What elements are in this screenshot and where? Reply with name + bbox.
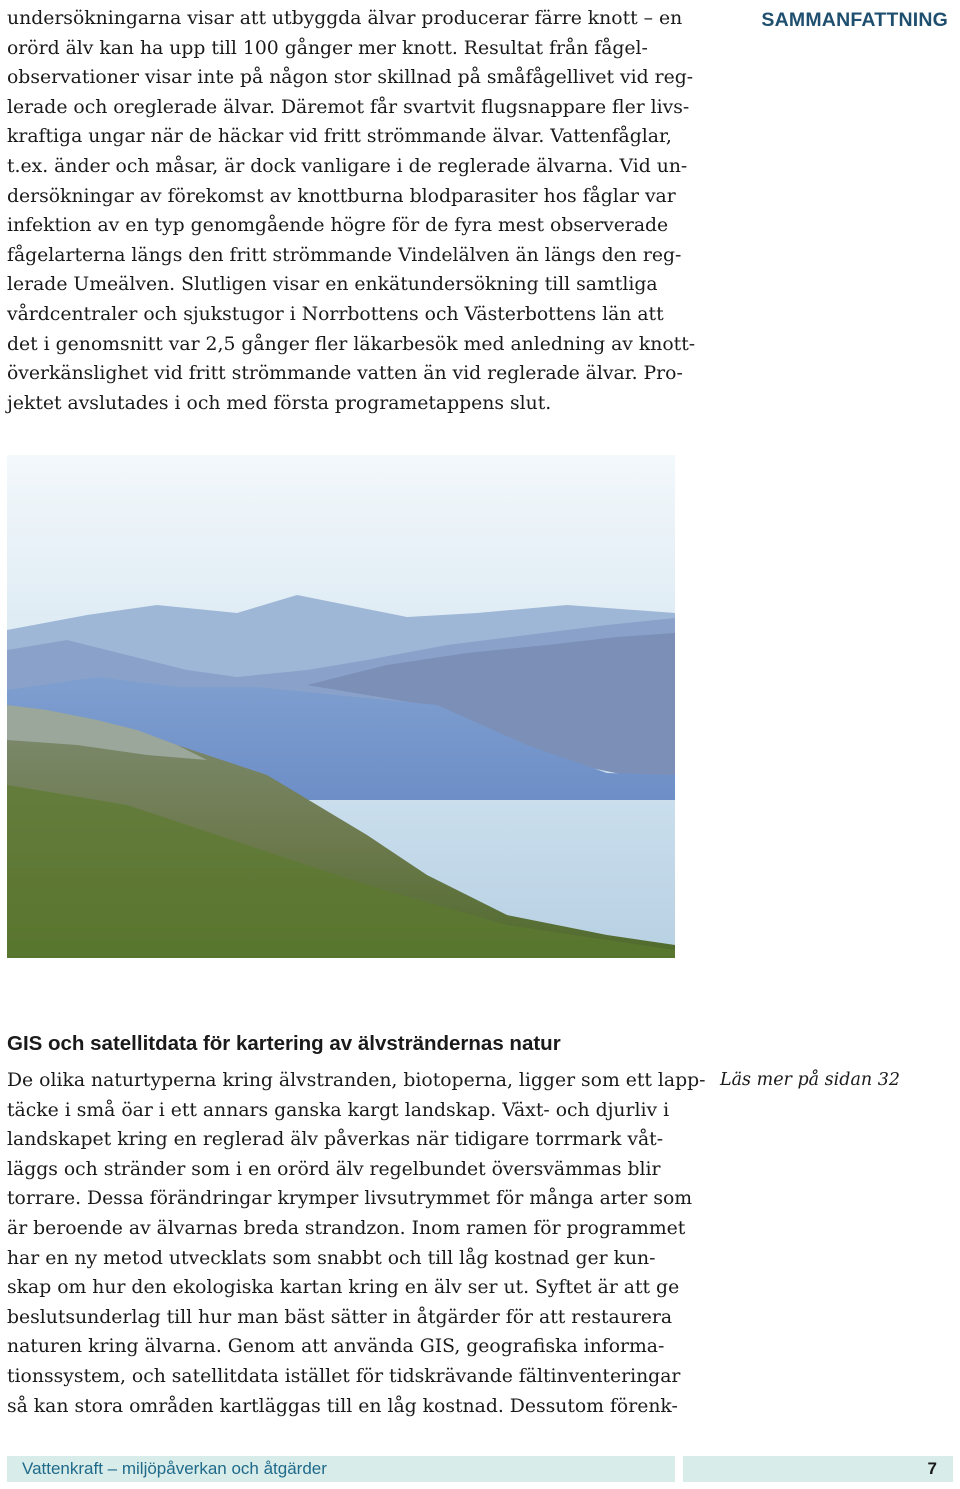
page-footer	[7, 1456, 953, 1482]
page-number: 7	[927, 1459, 937, 1478]
text-line: är beroende av älvarnas breda strandzon. Inom ramen för programmet	[7, 1217, 686, 1239]
text-line: tionssystem, och satellitdata istället för tidskrävande fältinventeringar	[7, 1365, 681, 1387]
body-paragraph-gis	[7, 1066, 706, 1421]
body-paragraph-top	[7, 4, 696, 418]
footer-divider	[675, 1456, 683, 1482]
text-line: torrare. Dessa förändringar krymper livsutrymmet för många arter som	[7, 1188, 693, 1210]
text-line: lerade och oreglerade älvar. Däremot får svartvit flugsnappare fler livs-	[7, 96, 690, 118]
text-line: har en ny metod utvecklats som snabbt och till låg kostnad ger kun-	[7, 1247, 656, 1269]
side-note-read-more: Läs mer på sidan 32	[720, 1070, 900, 1090]
section-heading: GIS och satellitdata för kartering av älvsträndernas natur	[7, 1032, 561, 1055]
text-line: det i genomsnitt var 2,5 gånger fler läkarbesök med anledning av knott-	[7, 333, 696, 355]
text-line: läggs och stränder som i en orörd älv regelbundet översvämmas blir	[7, 1158, 661, 1180]
text-line: t.ex. änder och måsar, är dock vanligare i de reglerade älvarna. Vid un-	[7, 155, 688, 177]
footer-title: Vattenkraft – miljöpåverkan och åtgärder	[22, 1459, 327, 1478]
text-line: skap om hur den ekologiska kartan kring en älv ser ut. Syftet är att ge	[7, 1277, 680, 1299]
text-line: kraftiga ungar när de häckar vid fritt strömmande älvar. Vattenfåglar,	[7, 126, 672, 148]
text-line: fågelarterna längs den fritt strömmande Vindelälven än längs den reg-	[7, 244, 682, 266]
text-line: undersökningarna visar att utbyggda älvar producerar färre knott – en	[7, 8, 683, 29]
text-line: naturen kring älvarna. Genom att använda GIS, geografiska informa-	[7, 1336, 665, 1358]
text-line: täcke i små öar i ett annars ganska kargt landskap. Växt- och djurliv i	[7, 1099, 670, 1121]
text-line: lerade Umeälven. Slutligen visar en enkätundersökning till samtliga	[7, 274, 658, 296]
text-line: beslutsunderlag till hur man bäst sätter in åtgärder för att restaurera	[7, 1306, 673, 1328]
text-line: infektion av en typ genomgående högre för de fyra mest observerade	[7, 215, 669, 237]
text-line: De olika naturtyperna kring älvstranden, biotoperna, ligger som ett lapp-	[7, 1070, 706, 1091]
text-line: vårdcentraler och sjukstugor i Norrbottens och Västerbottens län att	[7, 303, 664, 325]
landscape-photo	[7, 455, 675, 958]
text-line: överkänslighet vid fritt strömmande vatten än vid reglerade älvar. Pro-	[7, 363, 683, 385]
text-line: jektet avslutades i och med första programetappens slut.	[7, 392, 552, 414]
text-line: dersökningar av förekomst av knottburna blodparasiter hos fåglar var	[7, 185, 676, 207]
text-line: orörd älv kan ha upp till 100 gånger mer knott. Resultat från fågel-	[7, 37, 648, 59]
text-line: så kan stora områden kartläggas till en låg kostnad. Dessutom förenk-	[7, 1395, 678, 1417]
text-line: observationer visar inte på någon stor skillnad på småfågellivet vid reg-	[7, 67, 694, 89]
text-line: landskapet kring en reglerad älv påverkas när tidigare torrmark våt-	[7, 1129, 664, 1151]
section-label: SAMMANFATTNING	[761, 9, 948, 31]
